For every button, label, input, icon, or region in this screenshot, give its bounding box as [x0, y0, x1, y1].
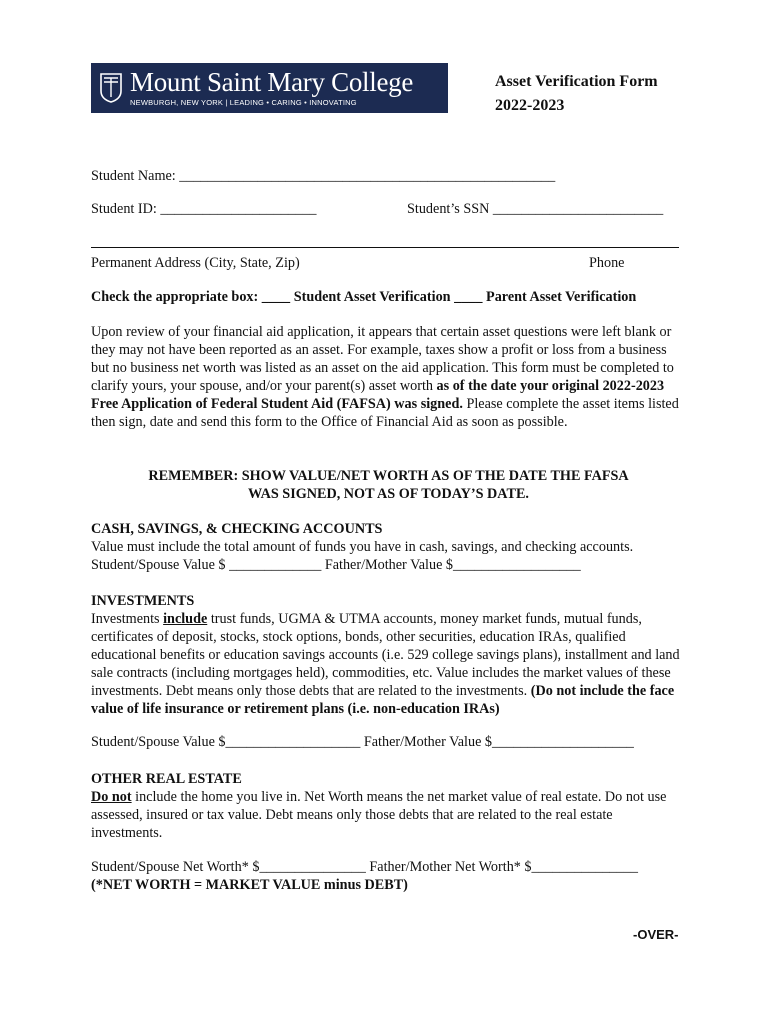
intro-text: Upon review of your financial aid application, it appears that certain asset questions were left blank or they may not have been reported as an asset. For example, taxes show a profit or loss from a business but no business net worth was listed as an asset on the aid application. This form must be completed to clarify yours, your spouse, and/or your parent(s) asset worth [91, 324, 674, 394]
cash-section [91, 520, 686, 574]
remember-notice [91, 467, 686, 503]
remember-line-2: WAS SIGNED, NOT AS OF TODAY’S DATE. [248, 486, 529, 502]
shield-icon [100, 73, 122, 103]
investments-bold: (Do not include the face value of life insurance or retirement plans (i.e. non-education IRAs) [91, 683, 675, 717]
investments-body [91, 610, 686, 718]
cash-value-line[interactable]: Student/Spouse Value $ _____________ Father/Mother Value $__________________ [91, 557, 581, 573]
cash-heading: CASH, SAVINGS, & CHECKING ACCOUNTS [91, 521, 383, 537]
checkbox-line[interactable]: Check the appropriate box: ____ Student Asset Verification ____ Parent Asset Verification [91, 289, 637, 305]
phone-label: Phone [589, 255, 625, 271]
investments-section [91, 592, 686, 718]
intro-bold: as of the date your original 2022-2023 Free Application of Federal Student Aid (FAFSA) was signed. [91, 378, 665, 412]
logo-tagline: NEWBURGH, NEW YORK | LEADING • CARING • INNOVATING [130, 98, 357, 107]
student-name-field[interactable]: Student Name: _____________________________________________________ [91, 168, 556, 184]
cash-body: Value must include the total amount of funds you have in cash, savings, and checking accounts. [91, 539, 634, 555]
logo-name: Mount Saint Mary College [130, 67, 414, 97]
investments-pre: Investments [91, 611, 164, 627]
form-title-text: Asset Verification Form [495, 73, 658, 90]
form-title [495, 70, 658, 118]
real-estate-heading: OTHER REAL ESTATE [91, 771, 242, 787]
real-estate-value-line[interactable]: Student/Spouse Net Worth* $_______________ Father/Mother Net Worth* $_______________ [91, 859, 638, 875]
net-worth-note: (*NET WORTH = MARKET VALUE minus DEBT) [91, 877, 408, 893]
address-label: Permanent Address (City, State, Zip) [91, 255, 300, 271]
form-year: 2022-2023 [495, 97, 565, 114]
college-logo [91, 63, 448, 113]
remember-line-1: REMEMBER: SHOW VALUE/NET WORTH AS OF THE DATE THE FAFSA [148, 468, 629, 484]
real-estate-section [91, 770, 686, 842]
investments-include: include [163, 611, 208, 627]
address-line[interactable] [91, 247, 679, 248]
student-id-field[interactable]: Student ID: ______________________ [91, 201, 317, 217]
real-estate-text: include the home you live in. Net Worth means the net market value of real estate. Do not use assessed, insured or tax value. Debt means only those debts that are related to the real estate investments. [91, 789, 667, 841]
real-estate-body [91, 788, 686, 842]
student-ssn-field[interactable]: Student’s SSN ________________________ [407, 201, 664, 217]
intro-paragraph [91, 323, 686, 431]
investments-text: trust funds, UGMA & UTMA accounts, money market funds, mutual funds, certificates of deposit, stocks, stock options, bonds, other securities, education IRAs, qualified educational benefits or education savings accounts (i.e. 529 college savings plans), installment and land sale contracts (including mortgages held), commodities, etc. Value includes the market values of these investments. Debt means only those debts that are related to the investments. [91, 611, 680, 699]
investments-heading: INVESTMENTS [91, 593, 195, 609]
over-marker: -OVER- [633, 927, 679, 942]
intro-text-end: Please complete the asset items listed then sign, date and send this form to the Office of Financial Aid as soon as possible. [91, 396, 679, 430]
real-estate-do-not: Do not [91, 789, 132, 805]
investments-value-line[interactable]: Student/Spouse Value $___________________ Father/Mother Value $____________________ [91, 734, 634, 750]
